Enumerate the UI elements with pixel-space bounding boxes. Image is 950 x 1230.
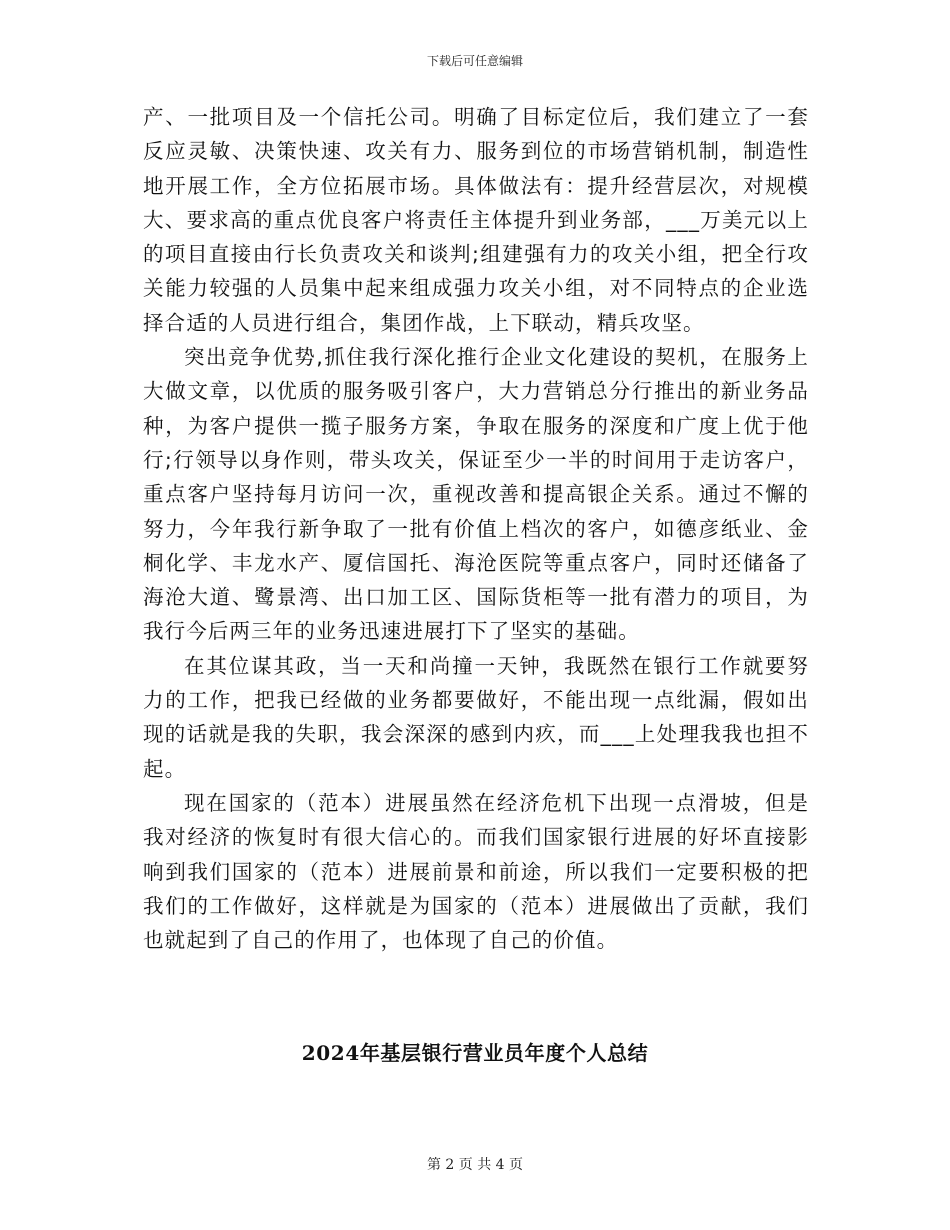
document-title: 2024年基层银行营业员年度个人总结 (301, 1041, 649, 1065)
paragraph-competitive-advantage: 突出竞争优势,抓住我行深化推行企业文化建设的契机，在服务上大做文章，以优质的服务吸引客户，大力营销总分行推出的新业务品种，为客户提供一揽子服务方案，争取在服务的深度和广度上优于他行;行领导以身作则，带头攻关，保证至少一半的时间用于走访客户，重点客户坚持每月访问一次，重视改善和提高银企关系。通过不懈的努力，今年我行新争取了一批有价值上档次的客户，如德彦纸业、金桐化学、丰龙水产、厦信国托、海沧医院等重点客户，同时还储备了海沧大道、鹭景湾、出口加工区、国际货柜等一批有潜力的项目，为我行今后两三年的业务迅速进展打下了坚实的基础。 (143, 345, 809, 644)
document-body (143, 100, 809, 957)
paragraph-national-economy: 现在国家的（范本）进展虽然在经济危机下出现一点滑坡，但是我对经济的恢复时有很大信心的。而我们国家银行进展的好坏直接影响到我们国家的（范本）进展前景和前途，所以我们一定要积极的把我们的工作做好，这样就是为国家的（范本）进展做出了贡献，我们也就起到了自己的作用了，也体现了自己的价值。 (143, 790, 809, 953)
paragraph-continuation: 产、一批项目及一个信托公司。明确了目标定位后，我们建立了一套反应灵敏、决策快速、攻关有力、服务到位的市场营销机制，制造性地开展工作，全方位拓展市场。具体做法有：提升经营层次，对规模大、要求高的重点优良客户将责任主体提升到业务部，___万美元以上的项目直接由行长负责攻关和谈判;组建强有力的攻关小组，把全行攻关能力较强的人员集中起来组成强力攻关小组，对不同特点的企业选择合适的人员进行组合，集团作战，上下联动，精兵攻坚。 (143, 105, 809, 335)
page-number-footer: 第 2 页 共 4 页 (426, 1157, 524, 1173)
page-header: 下载后可任意编辑 (426, 54, 523, 68)
paragraph-job-responsibility: 在其位谋其政，当一天和尚撞一天钟，我既然在银行工作就要努力的工作，把我已经做的业务都要做好，不能出现一点纰漏，假如出现的话就是我的失职，我会深深的感到内疚，而___上处理我我也担不起。 (143, 653, 809, 781)
